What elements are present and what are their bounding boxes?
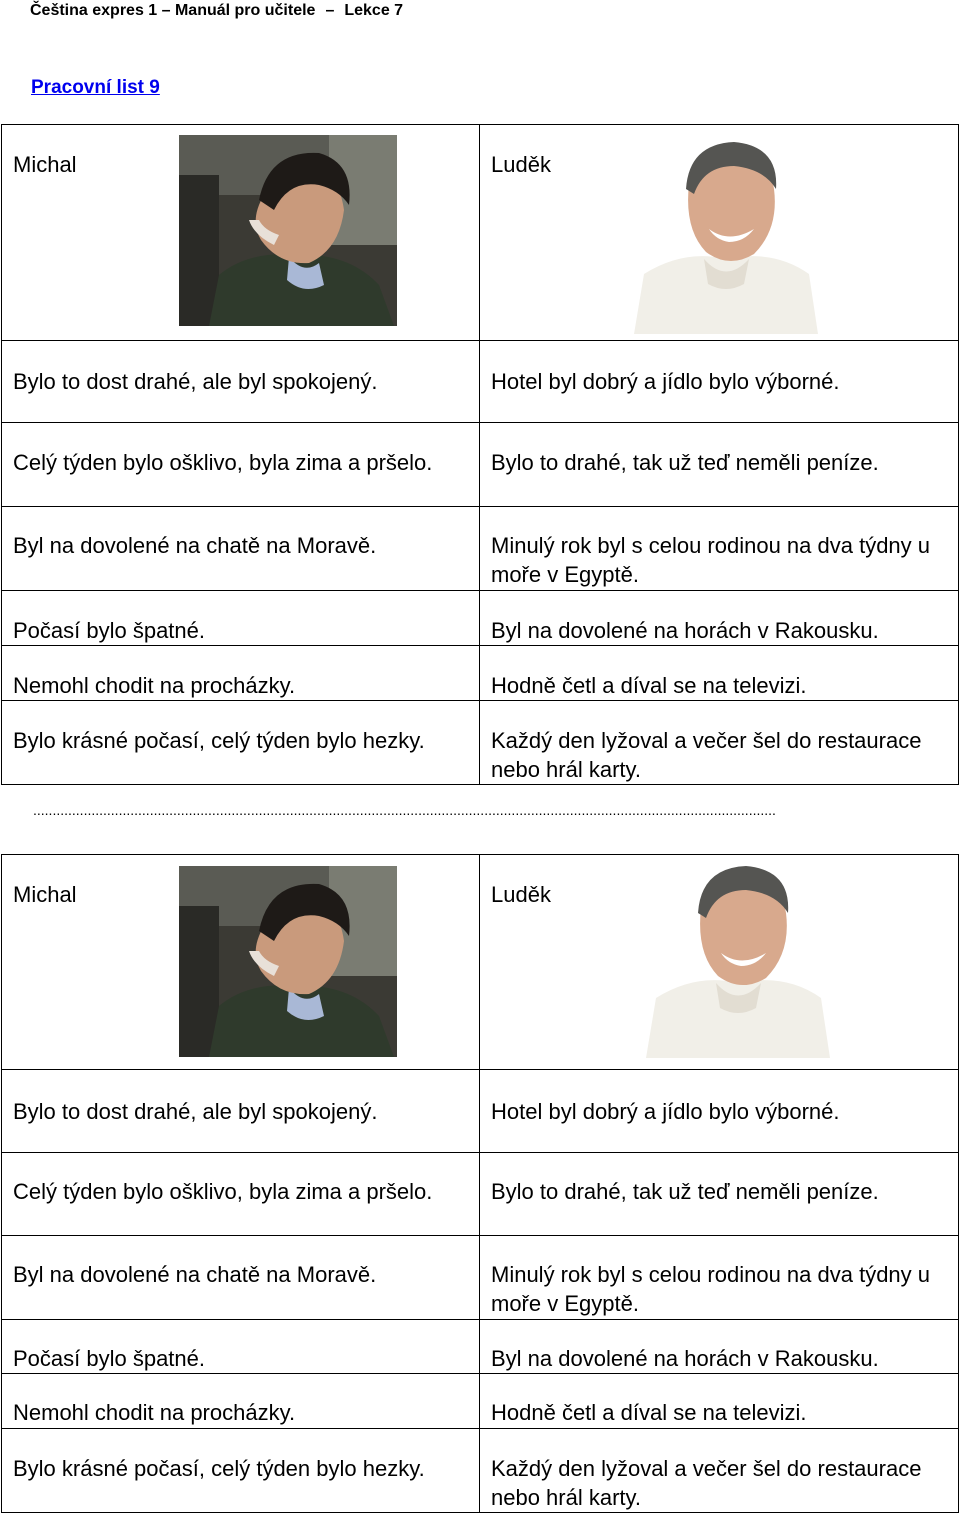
statement-cell: Bylo to dost drahé, ale byl spokojený. (2, 341, 480, 423)
statement-cell: Celý týden bylo ošklivo, byla zima a pršelo. (2, 1153, 480, 1236)
statement-cell: Hodně četl a díval se na televizi. (480, 646, 959, 701)
person-name-ludek: Luděk (491, 882, 551, 907)
worksheet-card-2 (1, 854, 959, 1513)
statement-cell: Minulý rok byl s celou rodinou na dva týdny u moře v Egyptě. (480, 1236, 959, 1320)
statement-cell: Bylo krásné počasí, celý týden bylo hezky. (2, 701, 480, 785)
statement-cell: Bylo to drahé, tak už teď neměli peníze. (480, 423, 959, 507)
statement-cell: Byl na dovolené na chatě na Moravě. (2, 507, 480, 591)
michal-photo (179, 866, 397, 1057)
person-cell-ludek (480, 855, 959, 1070)
statement-cell: Bylo to dost drahé, ale byl spokojený. (2, 1070, 480, 1153)
statement-cell: Každý den lyžoval a večer šel do restaurace nebo hrál karty. (480, 701, 959, 785)
cut-line: ............................................................................................................................................................................................... (33, 802, 776, 818)
person-name-michal: Michal (13, 882, 77, 907)
statement-cell: Bylo krásné počasí, celý týden bylo hezky. (2, 1429, 480, 1513)
person-cell-michal (2, 855, 480, 1070)
lesson-label: Lekce 7 (344, 2, 404, 19)
worksheet-title-link[interactable]: Pracovní list 9 (31, 77, 160, 98)
statement-cell: Nemohl chodit na procházky. (2, 646, 480, 701)
statement-cell: Počasí bylo špatné. (2, 591, 480, 646)
person-cell-michal (2, 125, 480, 341)
worksheet-card-1 (1, 124, 959, 785)
statement-cell: Hodně četl a díval se na televizi. (480, 1374, 959, 1429)
page-header: Čeština expres 1 – Manuál pro učitele – Lekce 7 (30, 2, 404, 19)
statement-cell: Minulý rok byl s celou rodinou na dva týdny u moře v Egyptě. (480, 507, 959, 591)
michal-photo (179, 135, 397, 326)
statement-cell: Hotel byl dobrý a jídlo bylo výborné. (480, 341, 959, 423)
person-name-michal: Michal (13, 152, 77, 177)
statement-cell: Počasí bylo špatné. (2, 1320, 480, 1374)
ludek-photo (646, 858, 830, 1058)
statement-cell: Nemohl chodit na procházky. (2, 1374, 480, 1429)
statement-cell: Hotel byl dobrý a jídlo bylo výborné. (480, 1070, 959, 1153)
person-cell-ludek (480, 125, 959, 341)
statement-cell: Byl na dovolené na horách v Rakousku. (480, 591, 959, 646)
statement-cell: Byl na dovolené na chatě na Moravě. (2, 1236, 480, 1320)
statement-cell: Každý den lyžoval a večer šel do restaurace nebo hrál karty. (480, 1429, 959, 1513)
person-name-ludek: Luděk (491, 152, 551, 177)
statement-cell: Byl na dovolené na horách v Rakousku. (480, 1320, 959, 1374)
statement-cell: Bylo to drahé, tak už teď neměli peníze. (480, 1153, 959, 1236)
ludek-photo (634, 134, 818, 334)
course-title: Čeština expres 1 – Manuál pro učitele (30, 2, 316, 19)
statement-cell: Celý týden bylo ošklivo, byla zima a pršelo. (2, 423, 480, 507)
